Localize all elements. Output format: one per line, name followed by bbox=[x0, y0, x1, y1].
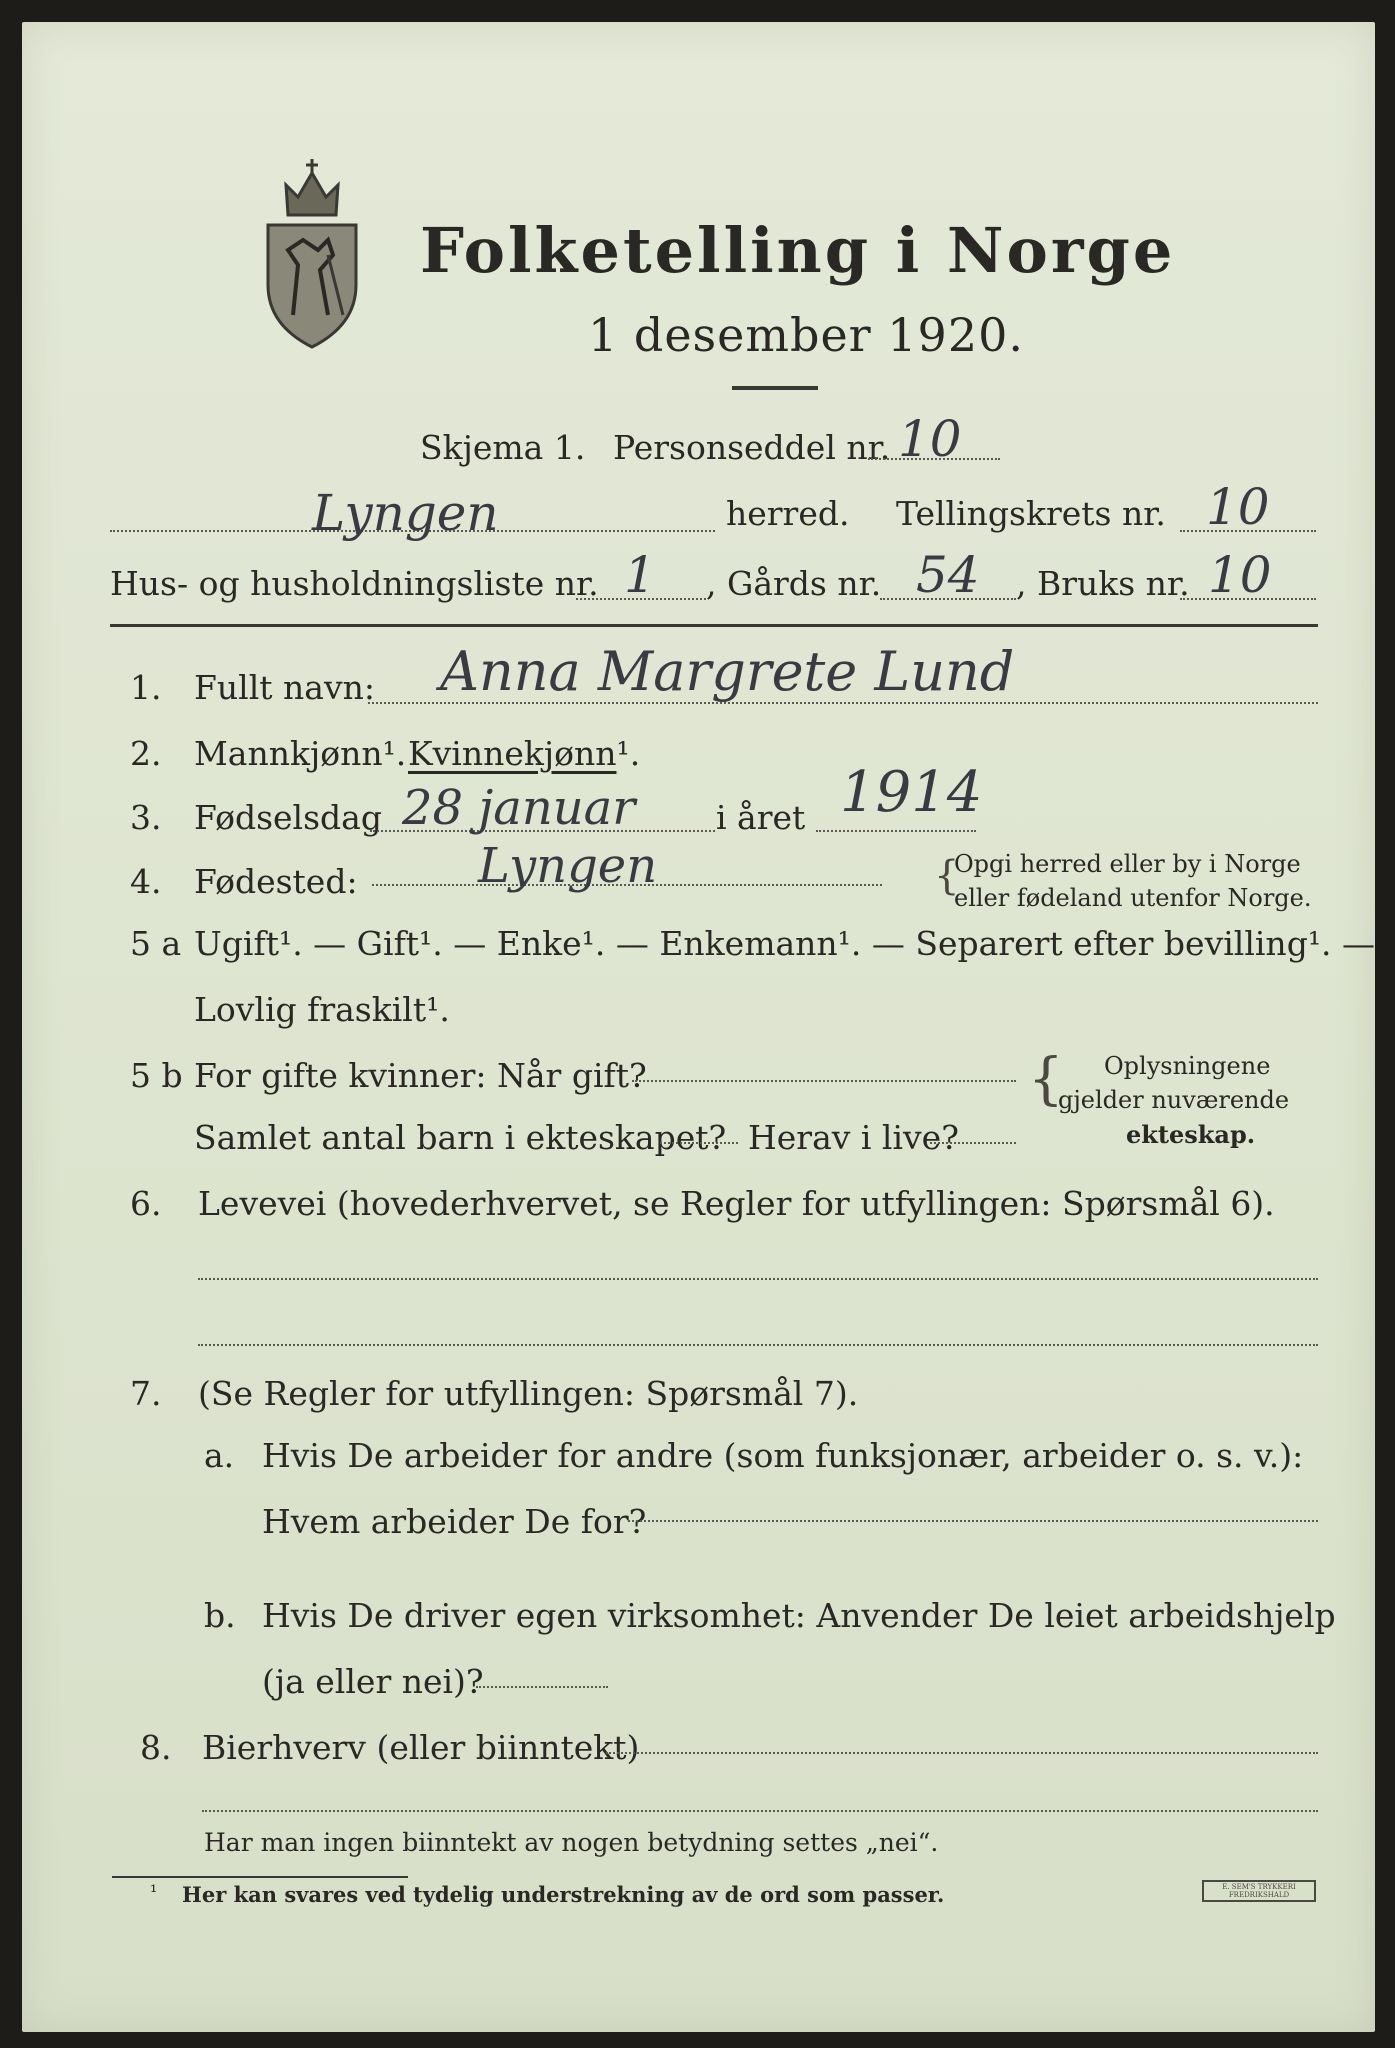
q4-number: 4. bbox=[130, 862, 162, 901]
gards-label: , Gårds nr. bbox=[706, 564, 882, 603]
q8-line2 bbox=[202, 1810, 1318, 1812]
footnote-divider bbox=[112, 1876, 408, 1878]
title-divider bbox=[732, 386, 818, 390]
q2-mann: Mannkjønn¹. bbox=[194, 734, 407, 773]
q5b-alive-line bbox=[930, 1142, 1016, 1144]
q7b-answer-line bbox=[476, 1686, 608, 1688]
q6-number: 6. bbox=[130, 1184, 162, 1223]
gards-value: 54 bbox=[916, 546, 980, 604]
hus-value: 1 bbox=[624, 546, 656, 604]
q5a-line2: Lovlig fraskilt¹. bbox=[194, 990, 450, 1029]
q5b-note-line3: ekteskap. bbox=[1126, 1120, 1256, 1149]
q8-label: Bierhverv (eller biinntekt) bbox=[202, 1728, 640, 1767]
q4-label: Fødested: bbox=[194, 862, 358, 901]
form-title: Folketelling i Norge bbox=[420, 214, 1176, 287]
q6-line2 bbox=[198, 1344, 1318, 1346]
q7b-line1: Hvis De driver egen virksomhet: Anvender De leiet arbeidshjelp bbox=[262, 1596, 1336, 1635]
q7b-number: b. bbox=[204, 1596, 236, 1635]
q3-year-label: i året bbox=[716, 798, 806, 837]
q1-number: 1. bbox=[130, 668, 162, 707]
q1-label: Fullt navn: bbox=[194, 668, 375, 707]
q6-line1 bbox=[198, 1278, 1318, 1280]
q3-year-value: 1914 bbox=[840, 760, 983, 825]
q7a-line1: Hvis De arbeider for andre (som funksjonær, arbeider o. s. v.): bbox=[262, 1436, 1304, 1475]
q5b-note-line1: Oplysningene bbox=[1104, 1052, 1271, 1080]
q2-kvinne-sup: ¹. bbox=[616, 734, 641, 773]
q4-note-brace: { bbox=[934, 853, 960, 899]
norway-lion-coat-of-arms-icon bbox=[258, 155, 366, 350]
herred-label: herred. bbox=[726, 494, 850, 533]
tellingskrets-label: Tellingskrets nr. bbox=[896, 494, 1166, 533]
bruks-value: 10 bbox=[1208, 546, 1272, 604]
q8-line1 bbox=[606, 1752, 1318, 1754]
footnote-text: Her kan svares ved tydelig understrekning av de ord som passer. bbox=[182, 1882, 945, 1907]
footer-note: Har man ingen biinntekt av nogen betydning settes „nei“. bbox=[204, 1828, 939, 1857]
q7b-line2: (ja eller nei)? bbox=[262, 1662, 484, 1701]
q7-number: 7. bbox=[130, 1374, 162, 1413]
q5b-children-line bbox=[660, 1142, 738, 1144]
personseddel-label: Personseddel nr. bbox=[613, 428, 891, 467]
personseddel-value: 10 bbox=[898, 410, 962, 468]
q4-value: Lyngen bbox=[478, 838, 658, 894]
q5b-line1: For gifte kvinner: Når gift? bbox=[194, 1056, 647, 1095]
q1-value: Anna Margrete Lund bbox=[440, 640, 1015, 703]
printer-stamp: E. SEM'S TRYKKERI FREDRIKSHALD bbox=[1202, 1880, 1316, 1902]
q5b-note-line2: gjelder nuværende bbox=[1058, 1086, 1290, 1114]
q3-number: 3. bbox=[130, 798, 162, 837]
q2-number: 2. bbox=[130, 734, 162, 773]
q5b-children-label: Samlet antal barn i ekteskapet? bbox=[194, 1118, 727, 1157]
q2-kvinne bbox=[408, 734, 640, 773]
skjema-label: Skjema 1. bbox=[420, 428, 586, 467]
q3-year-line bbox=[816, 830, 976, 832]
hus-label: Hus- og husholdningsliste nr. bbox=[110, 564, 599, 603]
q7a-line2: Hvem arbeider De for? bbox=[262, 1502, 647, 1541]
q2-kvinne-label: Kvinnekjønn bbox=[408, 734, 617, 773]
q6-label: Levevei (hovederhvervet, se Regler for utfyllingen: Spørsmål 6). bbox=[198, 1184, 1275, 1223]
q7a-number: a. bbox=[204, 1436, 235, 1475]
q4-note-line2: eller fødeland utenfor Norge. bbox=[954, 884, 1312, 912]
header-divider bbox=[110, 624, 1318, 627]
q5b-alive-label: Herav i live? bbox=[748, 1118, 959, 1157]
q5a-line1: Ugift¹. — Gift¹. — Enke¹. — Enkemann¹. — Separert efter bevilling¹. — bbox=[194, 924, 1376, 963]
q5b-number: 5 b bbox=[130, 1056, 183, 1095]
q5b-note-brace: { bbox=[1028, 1047, 1064, 1112]
tellingskrets-value: 10 bbox=[1206, 478, 1270, 536]
q4-note-line1: Opgi herred eller by i Norge bbox=[954, 850, 1301, 878]
q7-label: (Se Regler for utfyllingen: Spørsmål 7). bbox=[198, 1374, 859, 1413]
q5b-when-line bbox=[632, 1080, 1016, 1082]
q8-number: 8. bbox=[140, 1728, 172, 1767]
herred-value: Lyngen bbox=[312, 484, 499, 542]
form-date: 1 desember 1920. bbox=[588, 308, 1024, 362]
footnote-mark: ¹ bbox=[150, 1882, 158, 1903]
q7a-answer-line bbox=[628, 1520, 1318, 1522]
q3-label: Fødselsdag bbox=[194, 798, 382, 837]
bruks-label: , Bruks nr. bbox=[1016, 564, 1190, 603]
q3-day-value: 28 januar bbox=[402, 780, 636, 836]
q5a-number: 5 a bbox=[130, 924, 182, 963]
